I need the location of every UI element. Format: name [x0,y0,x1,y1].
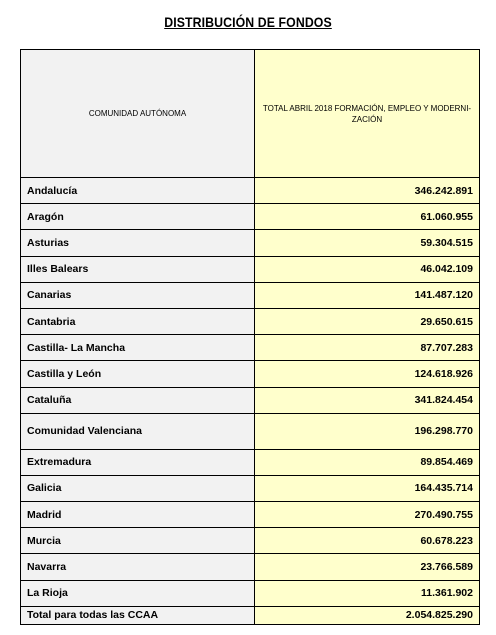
table-row [21,361,480,387]
community-name: Madrid [21,502,255,528]
community-name: Murcia [21,528,255,554]
table-row [21,580,480,606]
total-value: 2.054.825.290 [255,606,480,624]
community-total: 87.707.283 [255,335,480,361]
column-header-total: TOTAL ABRIL 2018 FORMACIÓN, EMPLEO Y MODERNI-ZACIÓN [255,50,480,178]
community-total: 46.042.109 [255,256,480,282]
community-name: Extremadura [21,449,255,475]
community-total: 59.304.515 [255,230,480,256]
community-name: Galicia [21,475,255,501]
community-name: Aragón [21,204,255,230]
community-name: Castilla- La Mancha [21,335,255,361]
community-name: Cataluña [21,387,255,413]
table-header-row [21,50,480,178]
community-total: 141.487.120 [255,282,480,308]
total-row [21,606,480,624]
community-name: Navarra [21,554,255,580]
table-row [21,528,480,554]
community-total: 60.678.223 [255,528,480,554]
table-row [21,387,480,413]
funds-table [20,49,480,625]
table-row [21,204,480,230]
community-total: 270.490.755 [255,502,480,528]
table-row [21,230,480,256]
table-row [21,256,480,282]
community-name: Castilla y León [21,361,255,387]
community-name: Andalucía [21,178,255,204]
community-name: Cantabria [21,308,255,334]
community-total: 29.650.615 [255,308,480,334]
community-total: 61.060.955 [255,204,480,230]
table-row [21,502,480,528]
table-row [21,413,480,449]
table-row [21,335,480,361]
community-total: 341.824.454 [255,387,480,413]
community-name: Canarias [21,282,255,308]
table-row [21,178,480,204]
community-total: 124.618.926 [255,361,480,387]
community-total: 11.361.902 [255,580,480,606]
community-name: Comunidad Valenciana [21,413,255,449]
community-total: 196.298.770 [255,413,480,449]
table-row [21,554,480,580]
community-total: 164.435.714 [255,475,480,501]
table-row [21,449,480,475]
column-header-community: COMUNIDAD AUTÓNOMA [21,50,255,178]
community-name: La Rioja [21,580,255,606]
community-name: Asturias [21,230,255,256]
table-row [21,282,480,308]
table-row [21,475,480,501]
community-total: 89.854.469 [255,449,480,475]
total-label: Total para todas las CCAA [21,606,255,624]
page-title: DISTRIBUCIÓN DE FONDOS [164,14,332,30]
community-name: Illes Balears [21,256,255,282]
community-total: 346.242.891 [255,178,480,204]
community-total: 23.766.589 [255,554,480,580]
table-row [21,308,480,334]
